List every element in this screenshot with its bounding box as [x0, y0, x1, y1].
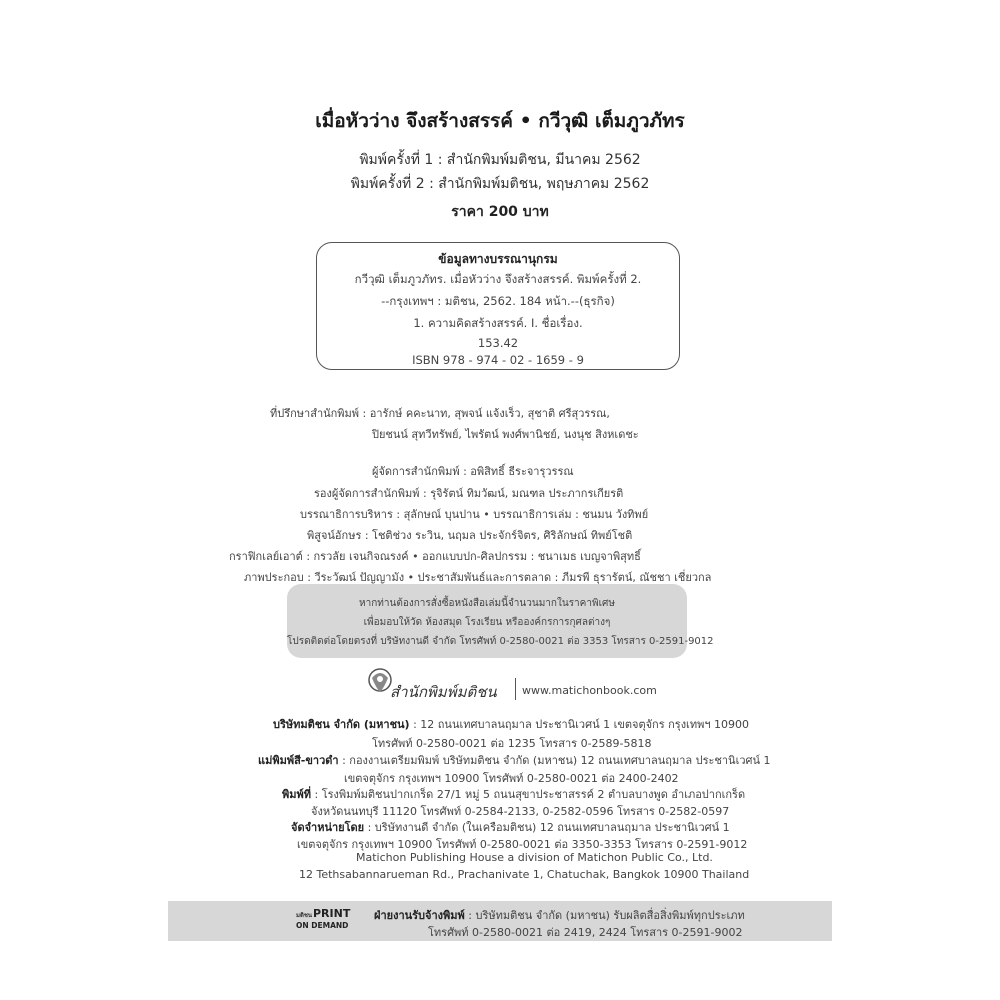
company-line-en: Matichon Publishing House a division of Matichon Public Co., Ltd.	[356, 851, 713, 864]
staff-line: รองผู้จัดการสำนักพิมพ์ : รุจิรัตน์ ทิมวัฒน์, มณฑล ประภากรเกียรติ	[314, 487, 624, 500]
print-on-demand-logo	[296, 907, 351, 935]
company-line-en: 12 Tethsabannarueman Rd., Prachanivate 1, Chatuchak, Bangkok 10900 Thailand	[299, 868, 750, 881]
company-line: เขตจตุจักร กรุงเทพฯ 10900 โทรศัพท์ 0-2580-0021 ต่อ 3350-3353 โทรสาร 0-2591-9012	[297, 838, 748, 851]
staff-line: ภาพประกอบ : วีระวัฒน์ ปัญญามัง • ประชาสัมพันธ์และการตลาด : ภีมรพี ธุรารัตน์, ณัชชา เชี่ยวกล	[244, 571, 712, 584]
pod-logo-main: PRINT	[313, 907, 351, 920]
special-order-line: หากท่านต้องการสั่งซื้อหนังสือเล่มนี้จำนวนมากในราคาพิเศษ	[359, 598, 615, 609]
pod-line: ฝ่ายงานรับจ้างพิมพ์ : บริษัทมติชน จำกัด (มหาชน) รับผลิตสื่อสิ่งพิมพ์ทุกประเภท	[374, 909, 745, 922]
publisher-logo-text: สำนักพิมพ์มติชน	[390, 683, 497, 701]
cip-line: กวีวุฒิ เต็มภูวภัทร. เมื่อหัวว่าง จึงสร้างสรรค์. พิมพ์ครั้งที่ 2.	[354, 272, 642, 286]
special-order-line: โปรดติดต่อโดยตรงที่ บริษัทงานดี จำกัด โทรศัพท์ 0-2580-0021 ต่อ 3353 โทรสาร 0-2591-9012	[287, 636, 714, 647]
special-order-line: เพื่อมอบให้วัด ห้องสมุด โรงเรียน หรือองค์กรการกุศลต่างๆ	[363, 617, 611, 628]
website-link[interactable]: www.matichonbook.com	[522, 684, 657, 697]
company-line: จังหวัดนนทบุรี 11120 โทรศัพท์ 0-2584-2133, 0-2582-0596 โทรสาร 0-2582-0597	[311, 805, 730, 818]
company-line: เขตจตุจักร กรุงเทพฯ 10900 โทรศัพท์ 0-2580-0021 ต่อ 2400-2402	[344, 772, 679, 785]
cip-isbn: ISBN 978 - 974 - 02 - 1659 - 9	[412, 353, 584, 367]
cip-class-number: 153.42	[477, 336, 519, 350]
staff-line: พิสูจน์อักษร : โชติช่วง ระวิน, นฤมล ประจักร์จิตร, ศิริลักษณ์ ทิพย์โชติ	[307, 529, 633, 542]
advisors-line: ที่ปรึกษาสำนักพิมพ์ : อารักษ์ คคะนาท, สุพจน์ แจ้งเร็ว, สุชาติ ศรีสุวรรณ,	[270, 407, 610, 420]
pod-logo-sub: ON DEMAND	[296, 921, 349, 930]
company-line: แม่พิมพ์สี-ขาวดำ : กองงานเตรียมพิมพ์ บริษัทมติชน จำกัด (มหาชน) 12 ถนนเทศบาลนฤมาล ประชานิเวศน์ 1	[258, 754, 771, 767]
cip-line: 1. ความคิดสร้างสรรค์. I. ชื่อเรื่อง.	[413, 316, 583, 330]
edition-1: พิมพ์ครั้งที่ 1 : สำนักพิมพ์มติชน, มีนาคม 2562	[359, 152, 641, 168]
publisher-logo	[360, 664, 660, 704]
company-line: โทรศัพท์ 0-2580-0021 ต่อ 1235 โทรสาร 0-2589-5818	[372, 737, 652, 750]
company-line: จัดจำหน่ายโดย : บริษัทงานดี จำกัด (ในเครือมติชน) 12 ถนนเทศบาลนฤมาล ประชานิเวศน์ 1	[291, 821, 730, 834]
advisors-line: ปิยชนน์ สุทวีทรัพย์, ไพรัตน์ พงศ์พานิชย์, นงนุช สิงหเดชะ	[372, 428, 639, 441]
pod-logo-small: มติชน	[296, 912, 313, 919]
company-line: พิมพ์ที่ : โรงพิมพ์มติชนปากเกร็ด 27/1 หมู่ 5 ถนนสุขาประชาสรรค์ 2 ตำบลบางพูด อำเภอปากเกร็ด	[282, 788, 746, 801]
logo-separator	[515, 678, 516, 700]
cip-line: --กรุงเทพฯ : มติชน, 2562. 184 หน้า.--(ธุรกิจ)	[381, 294, 615, 308]
pod-line: โทรศัพท์ 0-2580-0021 ต่อ 2419, 2424 โทรสาร 0-2591-9002	[428, 926, 743, 939]
cip-heading: ข้อมูลทางบรรณานุกรม	[438, 252, 558, 266]
edition-2: พิมพ์ครั้งที่ 2 : สำนักพิมพ์มติชน, พฤษภาคม 2562	[350, 176, 650, 192]
book-title: เมื่อหัวว่าง จึงสร้างสรรค์ • กวีวุฒิ เต็มภูวภัทร	[315, 110, 685, 132]
special-order-box	[287, 584, 714, 658]
cip-box	[316, 242, 680, 370]
company-line: บริษัทมติชน จำกัด (มหาชน) : 12 ถนนเทศบาลนฤมาล ประชานิเวศน์ 1 เขตจตุจักร กรุงเทพฯ 10900	[273, 718, 749, 731]
staff-line: ผู้จัดการสำนักพิมพ์ : อพิสิทธิ์ ธีระจารุวรรณ	[372, 465, 574, 478]
staff-line: กราฟิกเลย์เอาต์ : กรวลัย เจนกิจณรงค์ • ออกแบบปก-ศิลปกรรม : ชนาเมธ เบญจาพิสุทธิ์	[229, 550, 641, 563]
staff-line: บรรณาธิการบริหาร : สุลักษณ์ บุนปาน • บรรณาธิการเล่ม : ชนมน วังทิพย์	[300, 508, 649, 521]
print-on-demand-bar	[168, 901, 832, 941]
price: ราคา 200 บาท	[451, 204, 549, 220]
